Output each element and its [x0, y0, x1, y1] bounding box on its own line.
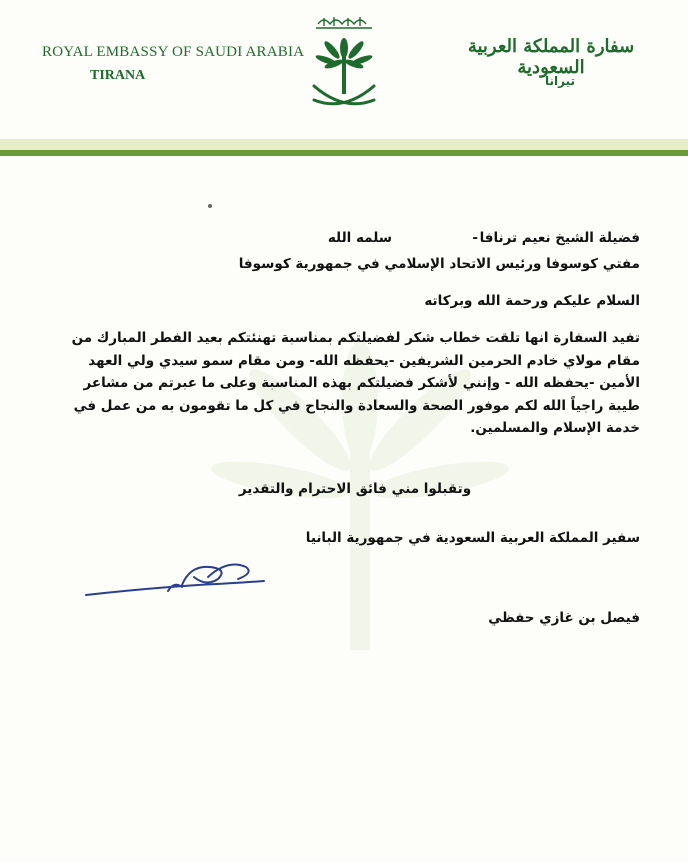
closing: وتقبلوا مني فائق الاحترام والتقدير: [238, 481, 472, 497]
recipient-title: مفتي كوسوفا ورئيس الاتحاد الإسلامي في جمهورية كوسوفا: [238, 256, 640, 272]
recipient-dash: -: [472, 230, 478, 246]
header-ornament-band: [0, 139, 688, 150]
embassy-city-english: TIRANA: [90, 68, 146, 83]
signer-name: فيصل بن غازي حفظي: [488, 610, 640, 626]
letter-body: [56, 327, 640, 440]
letterhead: [0, 0, 688, 160]
body-line: الأمين -يحفظه الله - وإنني لأشكر فضيلتكم بهذه المناسبة وعلى ما عبرتم من مشاعر: [83, 375, 640, 391]
body-line: مقام مولاي خادم الحرمين الشريفين -يحفظه الله- ومن مقام سمو سيدي ولي العهد: [88, 352, 640, 369]
embassy-name-arabic: سفارة المملكة العربية السعودية: [467, 36, 635, 78]
body-line: تفيد السفارة انها تلقت خطاب شكر لفضيلتكم بمناسبة تهنئتكم بعيد الفطر المبارك من: [71, 330, 640, 346]
handwritten-signature: [78, 555, 278, 605]
signer-title: سفير المملكة العربية السعودية في جمهورية البانيا: [305, 530, 640, 546]
body-line: خدمة الإسلام والمسلمين.: [470, 420, 640, 436]
saudi-emblem-icon: [304, 8, 384, 116]
dot-mark: [208, 204, 212, 208]
embassy-name-english: ROYAL EMBASSY OF SAUDI ARABIA: [42, 44, 305, 60]
embassy-city-arabic: تيرانا: [545, 74, 575, 88]
header-divider: [0, 150, 688, 156]
recipient-salutation: سلمه الله: [327, 230, 392, 246]
recipient-name: فضيلة الشيخ نعيم ترنافا: [479, 230, 640, 246]
body-line: طيبة راجياً الله لكم موفور الصحة والسعادة والنجاح في كل ما تقومون به من عمل في: [73, 397, 640, 414]
greeting: السلام عليكم ورحمة الله وبركاته: [424, 293, 640, 309]
